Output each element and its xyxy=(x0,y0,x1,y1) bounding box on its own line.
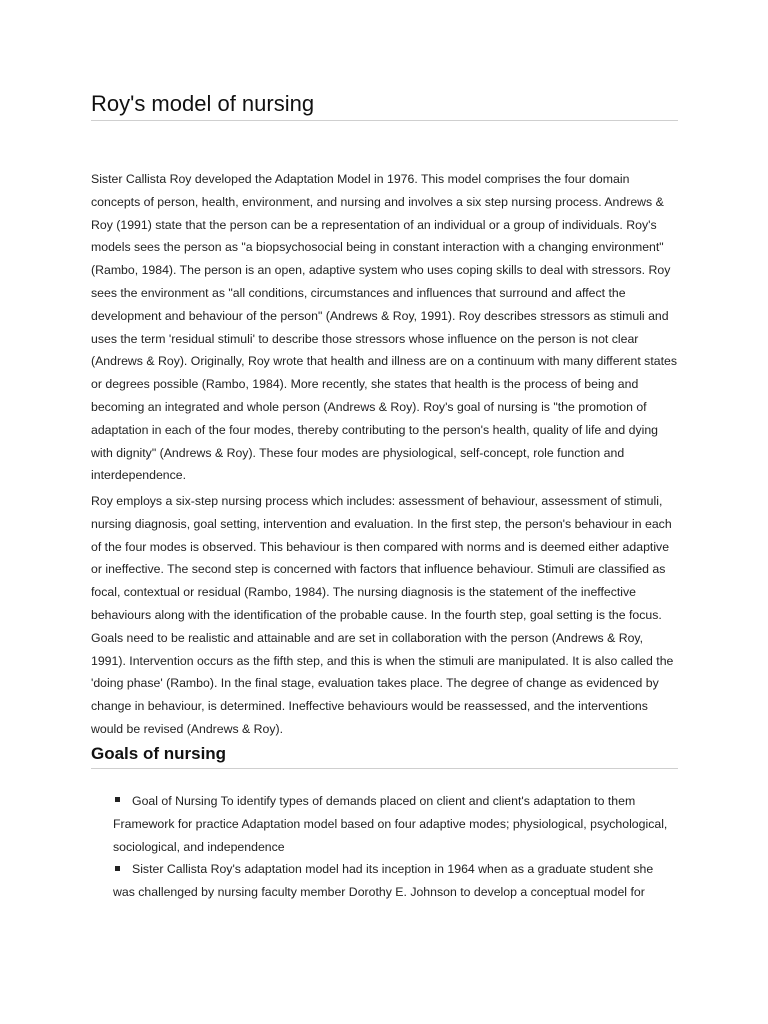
bullet-text: Sister Callista Roy's adaptation model had its inception in 1964 when as a graduate student she was challenged by nursing faculty member Dorothy E. Johnson to develop a conceptual model for xyxy=(113,862,654,900)
paragraph-intro: Sister Callista Roy developed the Adaptation Model in 1976. This model comprises the four domain concepts of person, health, environment, and nursing and involves a six step nursing process. Andrews & Roy (1991) state that the person can be a representation of an individual or a group of individuals. Roy's models sees the person as "a biopsychosocial being in constant interaction with a changing environment" (Rambo, 1984). The person is an open, adaptive system who uses coping skills to deal with stressors. Roy sees the environment as "all conditions, circumstances and influences that surround and affect the development and behaviour of the person" (Andrews & Roy, 1991). Roy describes stressors as stimuli and uses the term 'residual stimuli' to describe those stressors whose influence on the person is not clear (Andrews & Roy). Originally, Roy wrote that health and illness are on a continuum with many different states or degrees possible (Rambo, 1984). More recently, she states that health is the process of being and becoming an integrated and whole person (Andrews & Roy). Roy's goal of nursing is "the promotion of adaptation in each of the four modes, thereby contributing to the person's health, quality of life and dying with dignity" (Andrews & Roy). These four modes are physiological, self-concept, role function and interdependence. xyxy=(91,172,677,483)
bullet-text: Goal of Nursing To identify types of demands placed on client and client's adaptation to them Framework for practice Adaptation model based on four adaptive modes; physiological, psychological, sociological, and independence xyxy=(113,794,668,854)
list-item xyxy=(91,858,678,904)
goals-bullet-list xyxy=(91,790,678,904)
list-item xyxy=(91,790,678,858)
page-title: Roy's model of nursing xyxy=(91,90,678,121)
square-bullet-icon xyxy=(115,866,120,871)
square-bullet-icon xyxy=(115,797,120,802)
section-title-goals: Goals of nursing xyxy=(91,741,678,769)
paragraph-nursing-process: Roy employs a six-step nursing process which includes: assessment of behaviour, assessment of stimuli, nursing diagnosis, goal setting, intervention and evaluation. In the first step, the person's behaviour in each of the four modes is observed. This behaviour is then compared with norms and is deemed either adaptive or ineffective. The second step is concerned with factors that influence behaviour. Stimuli are classified as focal, contextual or residual (Rambo, 1984). The nursing diagnosis is the statement of the ineffective behaviours along with the identification of the probable cause. In the fourth step, goal setting is the focus. Goals need to be realistic and attainable and are set in collaboration with the person (Andrews & Roy, 1991). Intervention occurs as the fifth step, and this is when the stimuli are manipulated. It is also called the 'doing phase' (Rambo). In the final stage, evaluation takes place. The degree of change as evidenced by change in behaviour, is determined. Ineffective behaviours would be reassessed, and the interventions would be revised (Andrews & Roy). xyxy=(91,494,674,736)
